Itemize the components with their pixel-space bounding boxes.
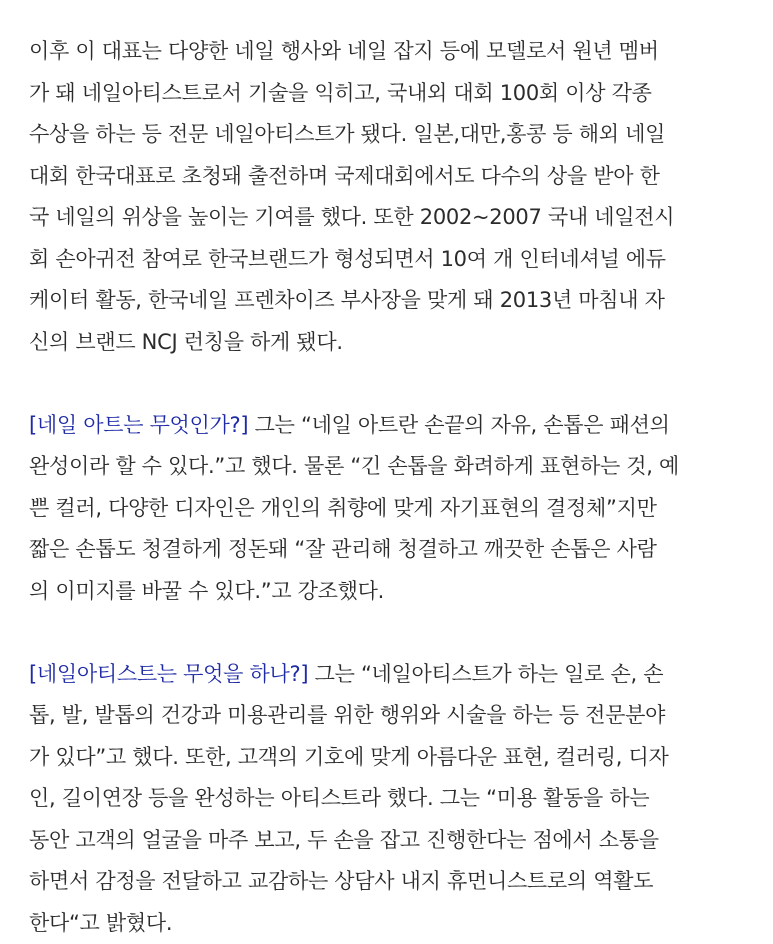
text-line: [29, 405, 749, 447]
text-line: [29, 654, 749, 696]
text-line: 이후 이 대표는 다양한 네일 행사와 네일 잡지 등에 모델로서 원년 멤버: [29, 31, 749, 73]
text-line: 톱, 발, 발톱의 건강과 미용관리를 위한 행위와 시술을 하는 등 전문분야: [29, 695, 749, 737]
text-span: 그는 “네일 아트란 손끝의 자유, 손톱은 패션의: [248, 413, 669, 437]
paragraph-what-nail-artists-do: [29, 654, 749, 944]
text-span: 그는 “네일아티스트가 하는 일로 손, 손: [308, 662, 663, 686]
text-line: 짧은 손톱도 청결하게 정돈돼 “잘 관리해 청결하고 깨끗한 손톱은 사람: [29, 529, 749, 571]
text-line: 회 손아귀전 참여로 한국브랜드가 형성되면서 10여 개 인터네셔널 에듀: [29, 239, 749, 281]
paragraph-what-is-nail-art: [29, 405, 749, 613]
text-line: 인, 길이연장 등을 완성하는 아티스트라 했다. 그는 “미용 활동을 하는: [29, 778, 749, 820]
text-line: 수상을 하는 등 전문 네일아티스트가 됐다. 일본,대만,홍콩 등 해외 네일: [29, 114, 749, 156]
text-line: 의 이미지를 바꿀 수 있다.”고 강조했다.: [29, 571, 749, 613]
text-line: 동안 고객의 얼굴을 마주 보고, 두 손을 잡고 진행한다는 점에서 소통을: [29, 820, 749, 862]
text-line: 쁜 컬러, 다양한 디자인은 개인의 취향에 맞게 자기표현의 결정체”지만: [29, 488, 749, 530]
text-line: 가 있다”고 했다. 또한, 고객의 기호에 맞게 아름다운 표현, 컬러링, 디자: [29, 737, 749, 779]
text-line: 케이터 활동, 한국네일 프렌차이즈 부사장을 맞게 돼 2013년 마침내 자: [29, 280, 749, 322]
text-line: 신의 브랜드 NCJ 런칭을 하게 됐다.: [29, 322, 749, 364]
paragraph-spacer: [29, 363, 749, 405]
section-subhead: [네일 아트는 무엇인가?]: [29, 413, 248, 437]
text-line: 가 돼 네일아티스트로서 기술을 익히고, 국내외 대회 100회 이상 각종: [29, 73, 749, 115]
text-line: 국 네일의 위상을 높이는 기여를 했다. 또한 2002~2007 국내 네일전시: [29, 197, 749, 239]
text-line: 대회 한국대표로 초청돼 출전하며 국제대회에서도 다수의 상을 받아 한: [29, 156, 749, 198]
paragraph-spacer: [29, 612, 749, 654]
text-line: 한다“고 밝혔다.: [29, 903, 749, 944]
text-line: 완성이라 할 수 있다.”고 했다. 물론 “긴 손톱을 화려하게 표현하는 것, 예: [29, 446, 749, 488]
paragraph-career: [29, 31, 749, 363]
section-subhead: [네일아티스트는 무엇을 하나?]: [29, 662, 308, 686]
text-line: 하면서 감정을 전달하고 교감하는 상담사 내지 휴먼니스트로의 역활도: [29, 861, 749, 903]
